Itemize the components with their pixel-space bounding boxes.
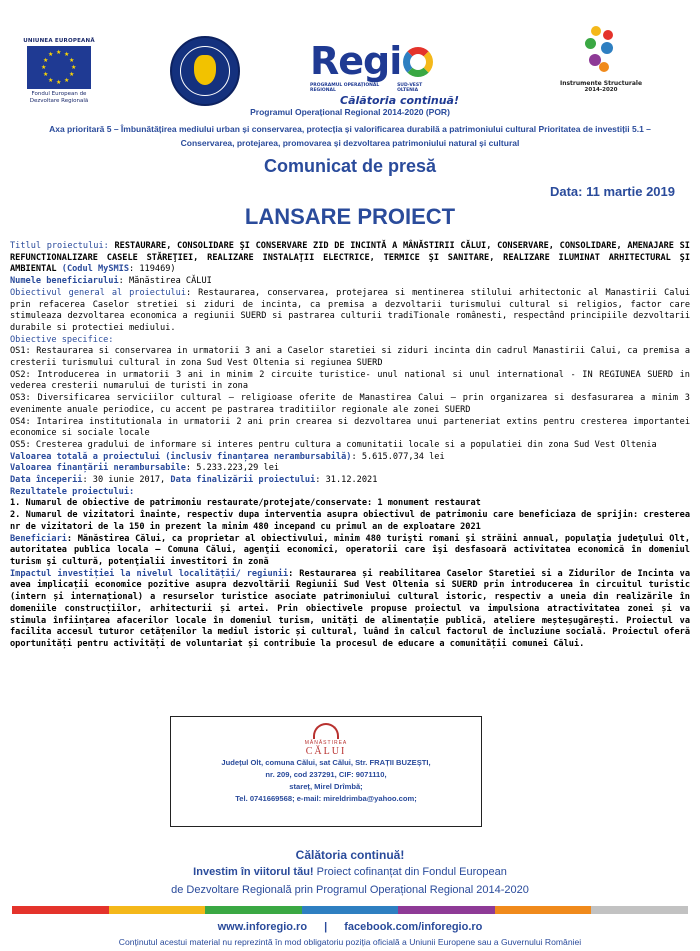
objective-os2: OS2: Introducerea in urmatorii 3 ani in minim 2 circuite turistice- unul national si unul international - IN REGIUNEA SUERD in vederea cresterii numarului de turisti in zona (10, 369, 690, 392)
investment-slogan: Investim în viitorul tău! (193, 866, 314, 878)
funding-value: : 5.233.223,29 lei (185, 463, 280, 474)
investment-line1-rest: Proiect cofinanțat din Fondul European (313, 866, 507, 878)
mysmis-value: : 119469) (129, 264, 176, 275)
general-objective-value: : Restaurarea, conservarea, protejarea si mentinerea stilului arhitectonic al Manastirii Calui prin refacerea Caselor stretiei si ziduri de incinta, ca premisa a dezvoltarii turismului cultural si religios, factor care stimuleaza dezvoltarea economica a regiunii SUERD si pastrarea culturii tradiTionale românesti, respectând principiile dezvoltarii durabile si protectiei mediului. (10, 287, 690, 333)
link-separator: | (324, 921, 328, 933)
end-date-value: : 31.12.2021 (315, 475, 378, 486)
impact-label: Impactul investiției la nivelul localității/ regiunii (10, 568, 289, 579)
page-title: LANSARE PROIECT (244, 204, 456, 229)
eu-fund-line1: Fondul European de (31, 91, 87, 97)
funding-value-paragraph (10, 463, 690, 475)
contact-abbot: stareț, Mirel Drîmbă; (289, 782, 363, 791)
stripe-segment (302, 906, 399, 914)
beneficiary-paragraph (10, 276, 690, 288)
total-value-paragraph (10, 452, 690, 464)
stripe-segment (591, 906, 688, 914)
footer-links (0, 921, 700, 933)
instrumente-structurale-logo (556, 26, 646, 93)
regio-sub-right: SUD-VEST OLTENIA (397, 83, 423, 93)
general-objective-paragraph (10, 288, 690, 335)
funding-value-label: Valoarea finanțării nerambursabile (10, 463, 186, 474)
objective-os1: OS1: Restaurarea si conservarea in urmatorii 3 ani a Caselor staretiei si ziduri incinta din cadrul Manastirii Calui, ca premisa a cresterii turismului cultural in zona Sud Vest Oltenia si regiunea SUERD (10, 346, 690, 369)
color-stripe (12, 906, 688, 914)
regio-logo (310, 40, 460, 110)
impact-paragraph (10, 569, 690, 651)
contact-box (170, 716, 482, 827)
total-value: : 5.615.077,34 lei (351, 451, 445, 462)
stripe-segment (205, 906, 302, 914)
project-title-paragraph (10, 241, 690, 276)
monastery-logo-name: CĂLUI (305, 746, 347, 757)
stripe-segment (12, 906, 109, 914)
stripe-segment (398, 906, 495, 914)
beneficiaries-value: : Mănăstirea Călui, ca proprietar al obiectivului, minim 480 turişti romani şi străini annual, populaţia judeţului Olt, autoritatea publica locala – Comuna Călui, agenţii economici, operatorii care îşi desfasoară activitatea economică în domeniul turism şi cultură, potenţialii investitori în zonă (10, 533, 690, 567)
contact-phone-email: Tel. 0741669568; e-mail: mireldrimba@yahoo.com; (235, 794, 417, 803)
stripe-segment (495, 906, 592, 914)
monastery-arch-icon (313, 723, 339, 739)
monastery-logo (294, 723, 358, 757)
regio-sub-left: PROGRAMUL OPERAȚIONAL REGIONAL (310, 83, 380, 93)
dates-paragraph (10, 475, 690, 487)
contact-address-line2: nr. 209, cod 237291, CIF: 9071110, (265, 770, 387, 779)
regio-subtitle (310, 83, 440, 93)
is-title: Instrumente Structurale (559, 80, 643, 87)
impact-value: : Restaurarea și reabilitarea Caselor Staretiei si a Zidurilor de Incinta va avea implicații economice pozitive asupra dezvoltării Regiunii Sud Vest Oltenia si SUERD prin introducerea în circuitul turistic (intern și internațional) a resurselor turistice asociate patrimoniului cultural istoric, respectiv a uneia din realizările în domeniile construcțiilor, arhitecturii și artei. Prin obiectivele propuse proiectul va impulsiona atractivitatea zonei și va stimula înființarea afacerilor locale în domeniul turism, unități de alimentație publică, ateliere meșteșugărești. Proiectul va facilita accesul tuturor cetățenilor la mediul istoric și cultural, luând în calcul factorul de incluziune socială. Proiectul oferă oportunități pentru activități de voluntariat și contribuie la procesul de educare a comunității comunei Călui. (10, 568, 691, 649)
project-title-value: RESTAURARE, CONSOLIDARE ŞI CONSERVARE ZID DE INCINTĂ A MÂNĂSTIRII CĂLUI, CONSERVARE, CONSOLIDARE, AMENAJARE SI REFUNCTIONALIZARE CASELE STĂREŢIEI, REALIZARE INSTALAŢII ELECTRICE, TERMICE ŞI SANITARE, REALIZARE ILUMINAT ARHITECTURAL ŞI AMBIENTAL (10, 241, 690, 275)
objective-os5: OS5: Cresterea gradului de informare si interes pentru cultura a comunitatii locale si a populatiei din zona Sud Vest Oltenia (10, 439, 657, 450)
monastery-logo-top: MĂNĂSTIREA (304, 740, 348, 746)
total-value-label: Valoarea totală a proiectului (inclusiv finanțarea nerambursabilă) (10, 451, 352, 462)
mysmis-label: (Codul MySMIS (61, 264, 130, 275)
release-date: Data: 11 martie 2019 (549, 184, 675, 199)
objective-os3: OS3: Diversificarea serviciilor cultural – religioase oferite de Manastirea Calui – prin organizarea si desfasurarea a minim 3 evenimente anuale periodice, cu accent pe pastrarea traditiilor regionale ale zonei SUERD (10, 393, 690, 415)
structural-instruments-icon (581, 26, 621, 78)
start-date-value: : 30 iunie 2017, (82, 475, 171, 486)
regio-o-icon (403, 47, 433, 77)
inforegio-link[interactable]: www.inforegio.ro (217, 921, 308, 933)
government-seal-icon (170, 36, 240, 106)
project-title-label: Titlul proiectului: (10, 241, 109, 251)
beneficiary-value: : Mănăstirea CĂLUI (118, 276, 212, 287)
investment-line2: de Dezvoltare Regională prin Programul Operațional Regional 2014-2020 (171, 884, 529, 896)
end-date-label: Data finalizării proiectului (170, 475, 316, 486)
eu-caption: UNIUNEA EUROPEANĂ (23, 38, 95, 44)
footer-tagline: Călătoria continuă! (295, 848, 405, 862)
eu-flag-icon: ★ ★ ★ ★ ★ ★ ★ ★ ★ ★ ★ ★ (27, 46, 91, 89)
contact-address-line1: Județul Olt, comuna Călui, sat Călui, Str. FRAȚII BUZEȘTI, (221, 758, 431, 767)
regio-word: Regi (310, 39, 402, 83)
eagle-icon (194, 55, 216, 85)
result-1: 1. Numarul de obiective de patrimoniu restaurate/protejate/conservate: 1 monument restaurat (10, 498, 481, 509)
regio-tagline: Călătoria continuă! (340, 94, 459, 107)
eu-fund-line2: Dezvoltare Regională (29, 98, 89, 104)
start-date-label: Data începerii (10, 475, 83, 486)
beneficiaries-label: Beneficiari (10, 533, 67, 544)
is-years: 2014-2020 (584, 87, 618, 93)
specific-objectives-label: Obiective specifice: (10, 334, 114, 345)
programme-title: Programul Operațional Regional 2014-2020 (POR) (250, 107, 450, 117)
press-release-body (10, 241, 690, 651)
press-release-heading: Comunicat de presă (263, 156, 437, 176)
eu-logo (18, 38, 100, 105)
investment-line1 (0, 866, 700, 878)
results-label: Rezultatele proiectului: (10, 486, 135, 497)
result-2: 2. Numarul de vizitatori înainte, respectiv dupa interventia asupra obiectivul de patrimoniu care beneficiaza de sprijin: cresterea nr de vizitatori de la 150 in prezent la minim 480 incepand cu primul an de exploatare 2021 (10, 510, 690, 532)
beneficiaries-paragraph (10, 534, 690, 569)
stripe-segment (109, 906, 206, 914)
beneficiary-label: Numele beneficiarului (10, 276, 119, 287)
priority-axis: Axa prioritară 5 – Îmbunătățirea mediului urban și conservarea, protecția și valorificarea durabilă a patrimoniului cultural Prioritatea de investiții 5.1 – Conservarea, protejarea, promovarea și dezvoltarea patrimoniului natural și cultural (49, 124, 651, 148)
facebook-link[interactable]: facebook.com/inforegio.ro (344, 921, 483, 933)
general-objective-label: Obiectivul general al proiectului (10, 287, 187, 298)
regio-wordmark (310, 40, 460, 82)
disclaimer: Conținutul acestui material nu reprezintă în mod obligatoriu poziția oficială a Uniunii Europene sau a Guvernului României (118, 937, 582, 947)
objective-os4: OS4: Intarirea institutionala in urmatorii 2 ani prin crearea si dezvoltarea unui parteneriat extins pentru cresterea importantei economice si sociale locale (10, 416, 690, 439)
